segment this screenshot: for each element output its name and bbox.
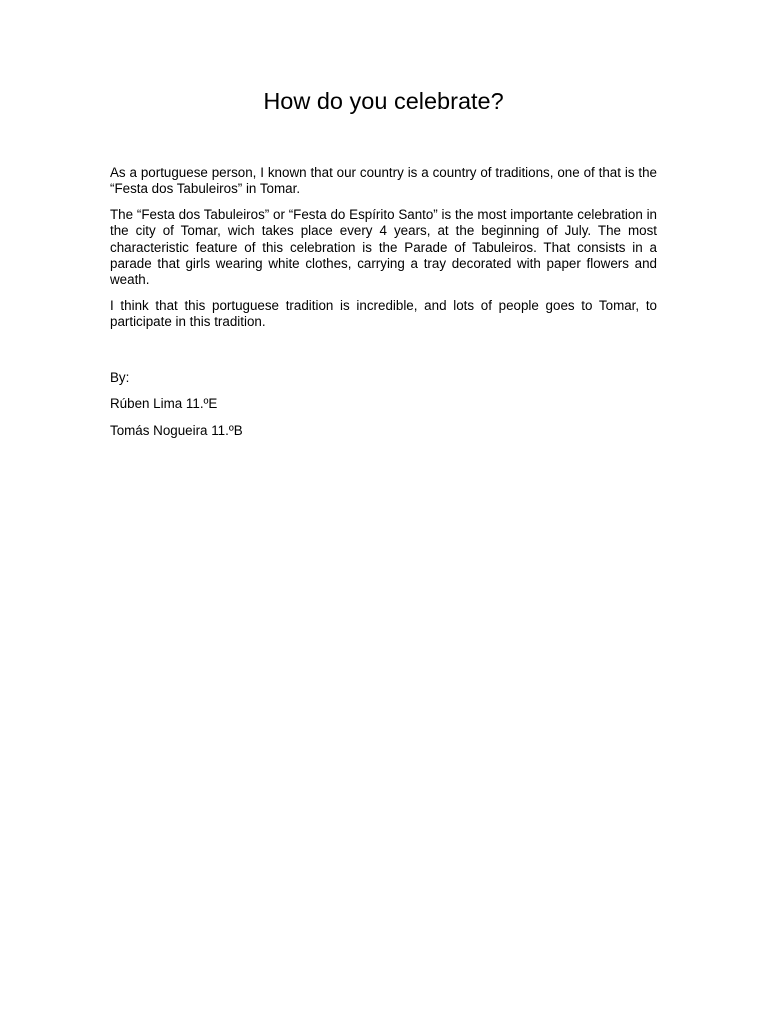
paragraph-festival-description: The “Festa dos Tabuleiros” or “Festa do Espírito Santo” is the most importante celebration in the city of Tomar, wich takes place every 4 years, at the beginning of July. The most characteristic feature of this celebration is the Parade of Tabuleiros. That consists in a parade that girls wearing white clothes, carrying a tray decorated with paper flowers and weath. — [110, 206, 657, 288]
author-name: Rúben Lima 11.ºE — [110, 396, 218, 412]
document-body — [110, 165, 657, 340]
signature-block — [110, 370, 657, 449]
by-label: By: — [110, 370, 130, 385]
paragraph-opinion: I think that this portuguese tradition is incredible, and lots of people goes to Tomar, to participate in this tradition. — [110, 297, 657, 330]
author-name: Tomás Nogueira 11.ºB — [110, 422, 243, 438]
document-title: How do you celebrate? — [263, 88, 504, 114]
paragraph-intro: As a portuguese person, I known that our country is a country of traditions, one of that is the “Festa dos Tabuleiros” in Tomar. — [110, 165, 657, 197]
